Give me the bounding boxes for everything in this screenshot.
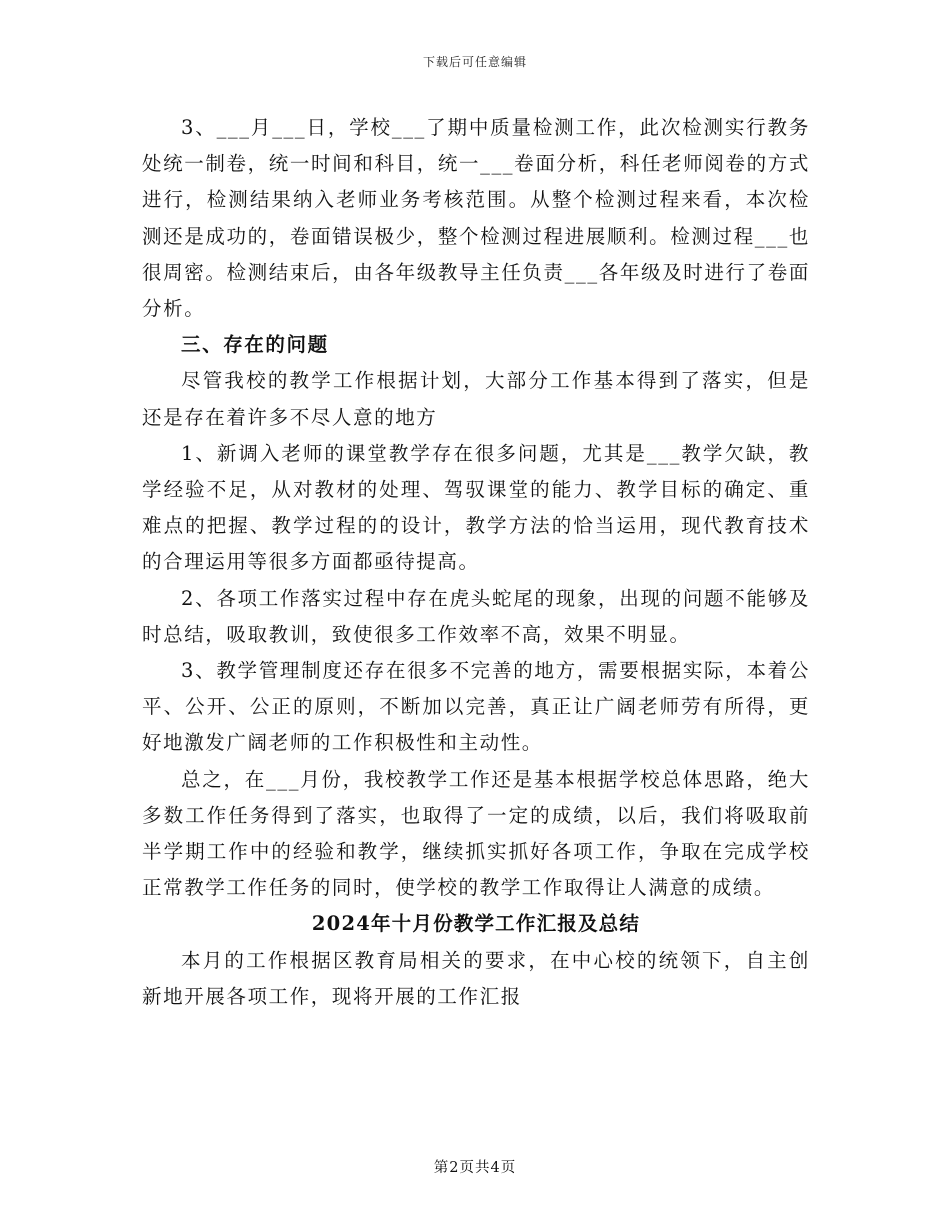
header-note: 下载后可任意编辑 xyxy=(422,55,527,69)
paragraph-problem-3: 3、教学管理制度还存在很多不完善的地方，需要根据实际，本着公平、公开、公正的原则，不断加以完善，真正让广阔老师劳有所得，更好地激发广阔老师的工作积极性和主动性。 xyxy=(142,659,810,755)
document-body xyxy=(142,110,810,1015)
paragraph-problem-2: 2、各项工作落实过程中存在虎头蛇尾的现象，出现的问题不能够及时总结，吸取教训，致使很多工作效率不高，效果不明显。 xyxy=(142,586,810,646)
section-title: 2024年十月份教学工作汇报及总结 xyxy=(311,912,641,936)
paragraph-problem-1: 1、新调入老师的课堂教学存在很多问题，尤其是___教学欠缺，教学经验不足，从对教材的处理、驾驭课堂的能力、教学目标的确定、重难点的把握、教学过程的的设计，教学方法的恰当运用，现代教育技术的合理运用等很多方面都亟待提高。 xyxy=(142,441,810,574)
paragraph-summary: 总之，在___月份，我校教学工作还是基本根据学校总体思路，绝大多数工作任务得到了落实，也取得了一定的成绩，以后，我们将吸取前半学期工作中的经验和教学，继续抓实抓好各项工作，争取在完成学校正常教学工作任务的同时，使学校的教学工作取得让人满意的成绩。 xyxy=(142,767,810,900)
paragraph-exam-inspection: 3、___月___日，学校___了期中质量检测工作，此次检测实行教务处统一制卷，统一时间和科目，统一___卷面分析，科任老师阅卷的方式进行，检测结果纳入老师业务考核范围。从整个检测过程来看，本次检测还是成功的，卷面错误极少，整个检测过程进展顺利。检测过程___也很周密。检测结束后，由各年级教导主任负责___各年级及时进行了卷面分析。 xyxy=(142,116,810,321)
page-indicator: 第2页共4页 xyxy=(433,1160,517,1176)
paragraph-problems-intro: 尽管我校的教学工作根据计划，大部分工作基本得到了落实，但是还是存在着许多不尽人意的地方 xyxy=(142,369,810,429)
heading-existing-problems: 三、存在的问题 xyxy=(181,333,329,357)
paragraph-october-intro: 本月的工作根据区教育局相关的要求，在中心校的统领下，自主创新地开展各项工作，现将开展的工作汇报 xyxy=(142,948,810,1008)
